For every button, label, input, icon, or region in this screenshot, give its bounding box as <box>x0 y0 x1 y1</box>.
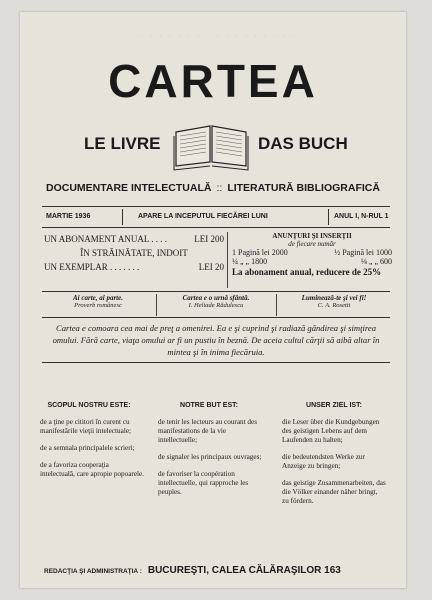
motto-paragraph: Cartea e comoara cea mai de preţ a omenirei. Ea e şi cuprind şi radiază gândirea şi simţirea omului. Fără carte, viaţa omului ar fi un pustiu în beznă. De aceia cultul cărţii să aibă altar în mintea şi în inima fiecăruia. <box>52 323 380 357</box>
subscription-label: ÎN STRĂINĂTATE, INDOIT <box>80 248 188 258</box>
column-heading-romanian: SCOPUL NOSTRU ESTE: <box>47 402 131 409</box>
rule <box>42 317 390 318</box>
column-item: das geistige Zusammenarbeiten, das die Völker einander näher bringt, zu fördern. <box>282 479 386 505</box>
quote <box>278 294 390 309</box>
column-heading-french: NOTRE BUT EST: <box>180 402 238 409</box>
ads-discount: La abonament anual, reducere de 25% <box>232 267 382 277</box>
subscription-value: LEI 20 <box>198 262 224 272</box>
issue-frequency: APARE LA INCEPUTUL FIECĂREI LUNI <box>138 213 268 220</box>
quote-author: C. A. Rosetti <box>317 302 351 309</box>
column-item: de a semnala principalele scrieri; <box>40 444 135 452</box>
ads-row <box>232 257 392 266</box>
subscription-label: UN ABONAMENT ANUAL . . . . <box>44 234 168 244</box>
column-romanian <box>40 418 144 487</box>
quotes-strip <box>42 294 390 316</box>
tagline <box>46 182 386 194</box>
rule <box>42 362 390 363</box>
subscription-row <box>44 262 224 276</box>
masthead-subtitle-french: LE LIVRE <box>84 134 161 153</box>
quote-text: Cartea e o urnă sfântă. <box>182 294 250 302</box>
quote <box>158 294 274 309</box>
column-item: die Leser über die Kundgebungen des geistigen Lebens auf dem Laufenden zu halten; <box>282 418 380 444</box>
issue-bar <box>42 206 390 228</box>
quote <box>42 294 154 309</box>
quote-author: Proverb românesc <box>74 302 122 309</box>
tagline-right: LITERATURĂ BIBLIOGRAFICĂ <box>227 182 380 194</box>
column-item: de tenir les lecteurs au courant des manifestations de la vie intellectuelle; <box>158 418 257 444</box>
column-heading-german: UNSER ZIEL IST: <box>306 402 362 409</box>
tagline-separator: :: <box>216 182 223 194</box>
subscription-prices <box>44 234 224 276</box>
advertising-rates <box>232 232 392 277</box>
subscription-row <box>44 234 224 248</box>
subscription-label: UN EXEMPLAR . . . . . . . <box>44 262 140 272</box>
ads-subheading: de fiecare număr <box>288 240 336 248</box>
column-item: de favoriser la coopération intellectuelle, qui rapproche les peuples. <box>158 470 249 496</box>
issue-bar-divider <box>122 209 123 225</box>
quote-text: Luminează-te şi vei fi! <box>301 294 367 302</box>
ads-heading: ANUNŢURI ŞI INSERŢII <box>272 232 352 240</box>
column-german <box>282 418 386 514</box>
tagline-left: DOCUMENTARE INTELECTUALĂ <box>46 182 212 194</box>
issue-number: ANUL I, N-RUL 1 <box>334 213 389 220</box>
subscription-value: LEI 200 <box>194 234 224 244</box>
ads-rate: 1 Pagină lei 2000 <box>232 248 288 257</box>
magazine-cover <box>20 12 406 588</box>
show-through-text: · · · · · · · · · · · · · · · · · <box>140 30 297 40</box>
subscription-row <box>44 248 224 262</box>
footer-address-text: BUCUREŞTI, CALEA CĂLĂRAŞILOR 163 <box>147 565 341 576</box>
column-divider <box>227 232 228 288</box>
ads-rate: ⅛ „ „ 600 <box>360 257 392 266</box>
open-book-icon <box>172 120 250 172</box>
ads-rate: ½ Pagină lei 1000 <box>334 248 392 257</box>
ads-row <box>232 248 392 257</box>
quote-divider <box>276 294 277 316</box>
issue-bar-divider <box>328 209 329 225</box>
column-item: die bedeutendsten Werke zur Anzeige zu bringen; <box>282 453 365 470</box>
ads-rate: ¼ „ „ 1800 <box>232 257 268 266</box>
footer-address <box>44 560 388 578</box>
column-french <box>158 418 262 505</box>
masthead-subtitle-german: DAS BUCH <box>258 134 348 153</box>
rule <box>42 291 390 292</box>
quote-text: Ai carte, ai parte. <box>73 294 123 302</box>
column-item: de signaler les principaux ouvrages; <box>158 453 262 461</box>
column-item: de a ţine pe cititori în curent cu manifestările vieţii intelectuale; <box>40 418 132 435</box>
quote-divider <box>156 294 157 316</box>
footer-label: REDACŢIA ŞI ADMINISTRAŢIA : <box>44 568 142 575</box>
quote-author: I. Heliade Rădulescu <box>188 302 244 309</box>
issue-date: MARTIE 1936 <box>46 213 91 220</box>
masthead-title: CARTEA <box>108 55 318 107</box>
column-item: de a favoriza cooperaţia intelectuală, care apropie popoarele. <box>40 461 144 478</box>
